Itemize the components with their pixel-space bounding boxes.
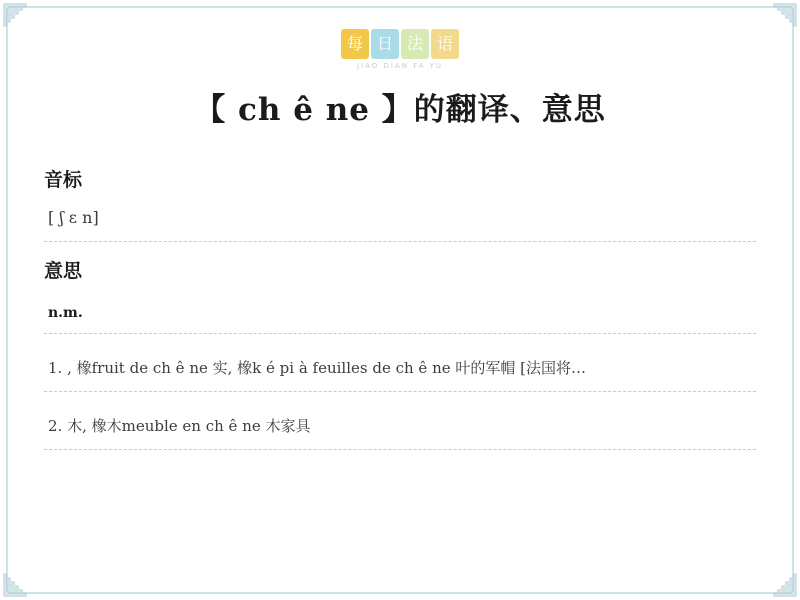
divider <box>44 391 756 392</box>
divider <box>44 241 756 242</box>
sense-item: 1. , 橡fruit de ch ê ne 实, 橡k é pi à feuilles de ch ê ne 叶的军帽 [法国将… <box>48 359 587 377</box>
logo-blocks <box>340 29 460 59</box>
entry-content <box>44 165 756 464</box>
logo-block-2: 日 <box>371 29 399 59</box>
divider <box>44 449 756 450</box>
part-of-speech: n.m. <box>48 305 83 321</box>
phonetic-value: [ ʃ ɛ n] <box>48 208 99 227</box>
border-bottom <box>8 592 792 594</box>
border-top <box>8 6 792 8</box>
logo-block-3: 法 <box>401 29 429 59</box>
logo-block-1: 每 <box>341 29 369 59</box>
divider <box>44 333 756 334</box>
logo-caption: JIAO DIAN FA YU <box>356 62 444 70</box>
site-logo <box>0 16 800 70</box>
page-title: 【 ch ê ne 】的翻译、意思 <box>194 92 606 128</box>
corner-ornament-icon <box>772 572 798 598</box>
logo-block-4: 语 <box>431 29 459 59</box>
meaning-heading: 意思 <box>44 260 83 282</box>
sense-item: 2. 木, 橡木meuble en ch ê ne 木家具 <box>48 417 311 435</box>
phonetic-heading: 音标 <box>44 169 83 191</box>
corner-ornament-icon <box>2 572 28 598</box>
